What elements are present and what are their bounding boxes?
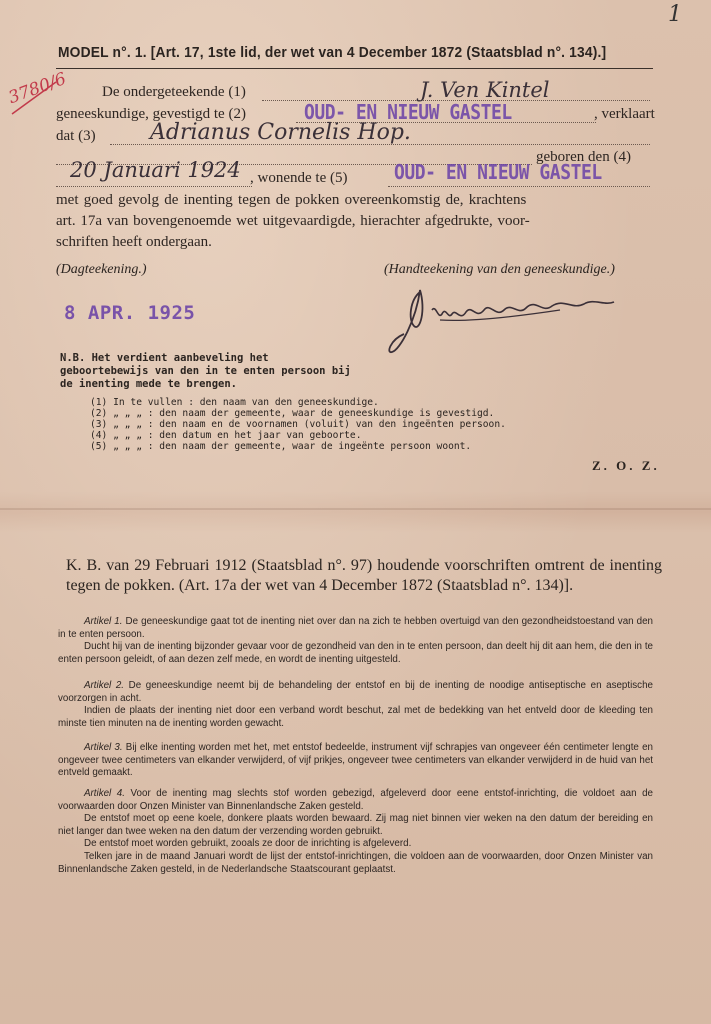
- article-3-para-1: Bij elke inenting worden met het, met entstof bedeelde, instrument vijf schrapjes van ongeveer één centimeter lengte en ongeveer twee centimeters van elkander verwijderd, of vijf prikjes, ongeveer twee centimeters van elkander verwijderd in de huid van het entveld gemaakt.: [58, 742, 653, 779]
- article-2-para-1: De geneeskundige neemt bij de behandeling der entstof en bij de inenting de noodige antiseptische en aseptische voorzorgen in acht.: [58, 680, 653, 704]
- cert-line2-prefix: geneeskundige, gevestigd te (2): [56, 106, 246, 122]
- margin-annotation-text: 3780/6: [6, 70, 66, 109]
- article-4-para-3: De entstof moet worden gebruikt, zooals ze door de inrichting is afgeleverd.: [84, 838, 412, 850]
- municipality-stamp-2: OUD- EN NIEUW GASTEL: [394, 160, 602, 184]
- cert-line7: art. 17a van bovengenoemde wet uitgevaardigde, hierachter afgedrukte, voor-: [56, 213, 530, 229]
- signature-caption: (Handteekening van den geneeskundige.): [384, 262, 615, 277]
- article-2-para-2: Indien de plaats der inenting niet door een verband wordt beschut, zal met de bedekking van het entveld door de kleeding ten minste tien minuten na de inenting worden gewacht.: [58, 705, 653, 729]
- article-1-para-2: Ducht hij van de inenting bijzonder gevaar voor de gezondheid van den in te enten persoon, dan deelt hij dit aan hem, die den in te enten persoon geleidt, of aan dezen zelf mede, en wordt de inenting uitgesteld.: [58, 641, 653, 665]
- article-3-title: Artikel 3.: [84, 742, 123, 753]
- date-caption: (Dagteekening.): [56, 262, 147, 277]
- article-4-para-2: De entstof moet op eene koele, donkere plaats worden bewaard. Zij mag niet binnen vier weken na den datum der bereiding en niet langer dan twee weken na den datum der verzending worden gebruikt.: [58, 813, 653, 837]
- article-4-para-1: Voor de inenting mag slechts stof worden gebezigd, afgeleverd door eene entstof-inrichting, die voldoet aan de voorwaarden door Onzen Minister van Binnenlandsche Zaken gesteld.: [58, 788, 653, 812]
- zoz-marker: Z. O. Z.: [592, 458, 660, 473]
- page-number: 1: [668, 2, 682, 27]
- article-4-para-4: Telken jare in de maand Januari wordt de lijst der entstof-inrichtingen, die voldoen aan de voorwaarden, door Onzen Minister van Binnenlandsche Zaken gesteld, in de Nederlandsche Staatscourant geplaatst.: [58, 850, 653, 875]
- signature-drawing: [380, 280, 650, 360]
- cert-line6: met goed gevolg de inenting tegen de pokken overeenkomstig de, krachtens: [56, 192, 527, 208]
- footnote-5: (5) „ „ „ : den naam der gemeente, waar de ingeënte persoon woont.: [90, 441, 472, 452]
- article-4-title: Artikel 4.: [84, 788, 125, 799]
- doctor-name-handwritten: J. Ven Kintel: [420, 78, 550, 102]
- article-2-title: Artikel 2.: [84, 680, 125, 691]
- cert-line1-prefix: De ondergeteekende (1): [102, 84, 246, 100]
- form-header: MODEL n°. 1. [Art. 17, 1ste lid, der wet van 4 December 1872 (Staatsblad n°. 134).]: [58, 44, 607, 61]
- cert-line3-prefix: dat (3): [56, 128, 96, 144]
- kb-heading-text: K. B. van 29 Februari 1912 (Staatsblad n°. 97) houdende voorschriften omtrent de inenting tegen de pokken. (Art. 17a der wet van 4 December 1872 (Staatsblad n°. 134)].: [66, 557, 662, 594]
- header-rule: [56, 68, 653, 69]
- doctor-signature: [380, 280, 650, 360]
- article-1: [58, 616, 653, 666]
- municipality-stamp-1: OUD- EN NIEUW GASTEL: [304, 100, 512, 124]
- footnotes: [90, 397, 506, 452]
- footnote-3: (3) „ „ „ : den naam en de voornamen (voluit) van den ingeënten persoon.: [90, 419, 506, 430]
- paper-fold: [0, 508, 711, 510]
- article-3: [58, 742, 653, 780]
- footnote-2: (2) „ „ „ : den naam der gemeente, waar de geneeskundige is gevestigd.: [90, 408, 495, 419]
- article-1-title: Artikel 1.: [84, 616, 123, 627]
- cert-line5-dots-2: [388, 186, 650, 187]
- cert-line5-dots: [56, 186, 252, 187]
- footnote-1: (1) In te vullen : den naam van den geneeskundige.: [90, 397, 379, 408]
- birth-date-handwritten: 20 Januari 1924: [70, 158, 241, 182]
- footnote-4: (4) „ „ „ : den datum en het jaar van geboorte.: [90, 430, 362, 441]
- cert-line2-suffix: , verklaart: [594, 106, 655, 122]
- article-4: [58, 788, 653, 876]
- article-2: [58, 680, 653, 730]
- article-1-para-1: De geneeskundige gaat tot de inenting niet over dan na zich te hebben overtuigd van den gezondheidstoestand van den in te enten persoon.: [58, 616, 653, 640]
- cert-line8: schriften heeft ondergaan.: [56, 234, 212, 250]
- vaccinee-name-handwritten: Adrianus Cornelis Hop.: [150, 120, 411, 145]
- kb-heading: [66, 556, 662, 596]
- date-stamp: 8 APR. 1925: [64, 302, 196, 324]
- cert-line4-suffix: geboren den (4): [536, 149, 631, 165]
- cert-line5-mid: , wonende te (5): [250, 170, 348, 186]
- nb-notice: N.B. Het verdient aanbeveling het geboortebewijs van den in te enten persoon bij de inenting mede te brengen.: [60, 352, 351, 390]
